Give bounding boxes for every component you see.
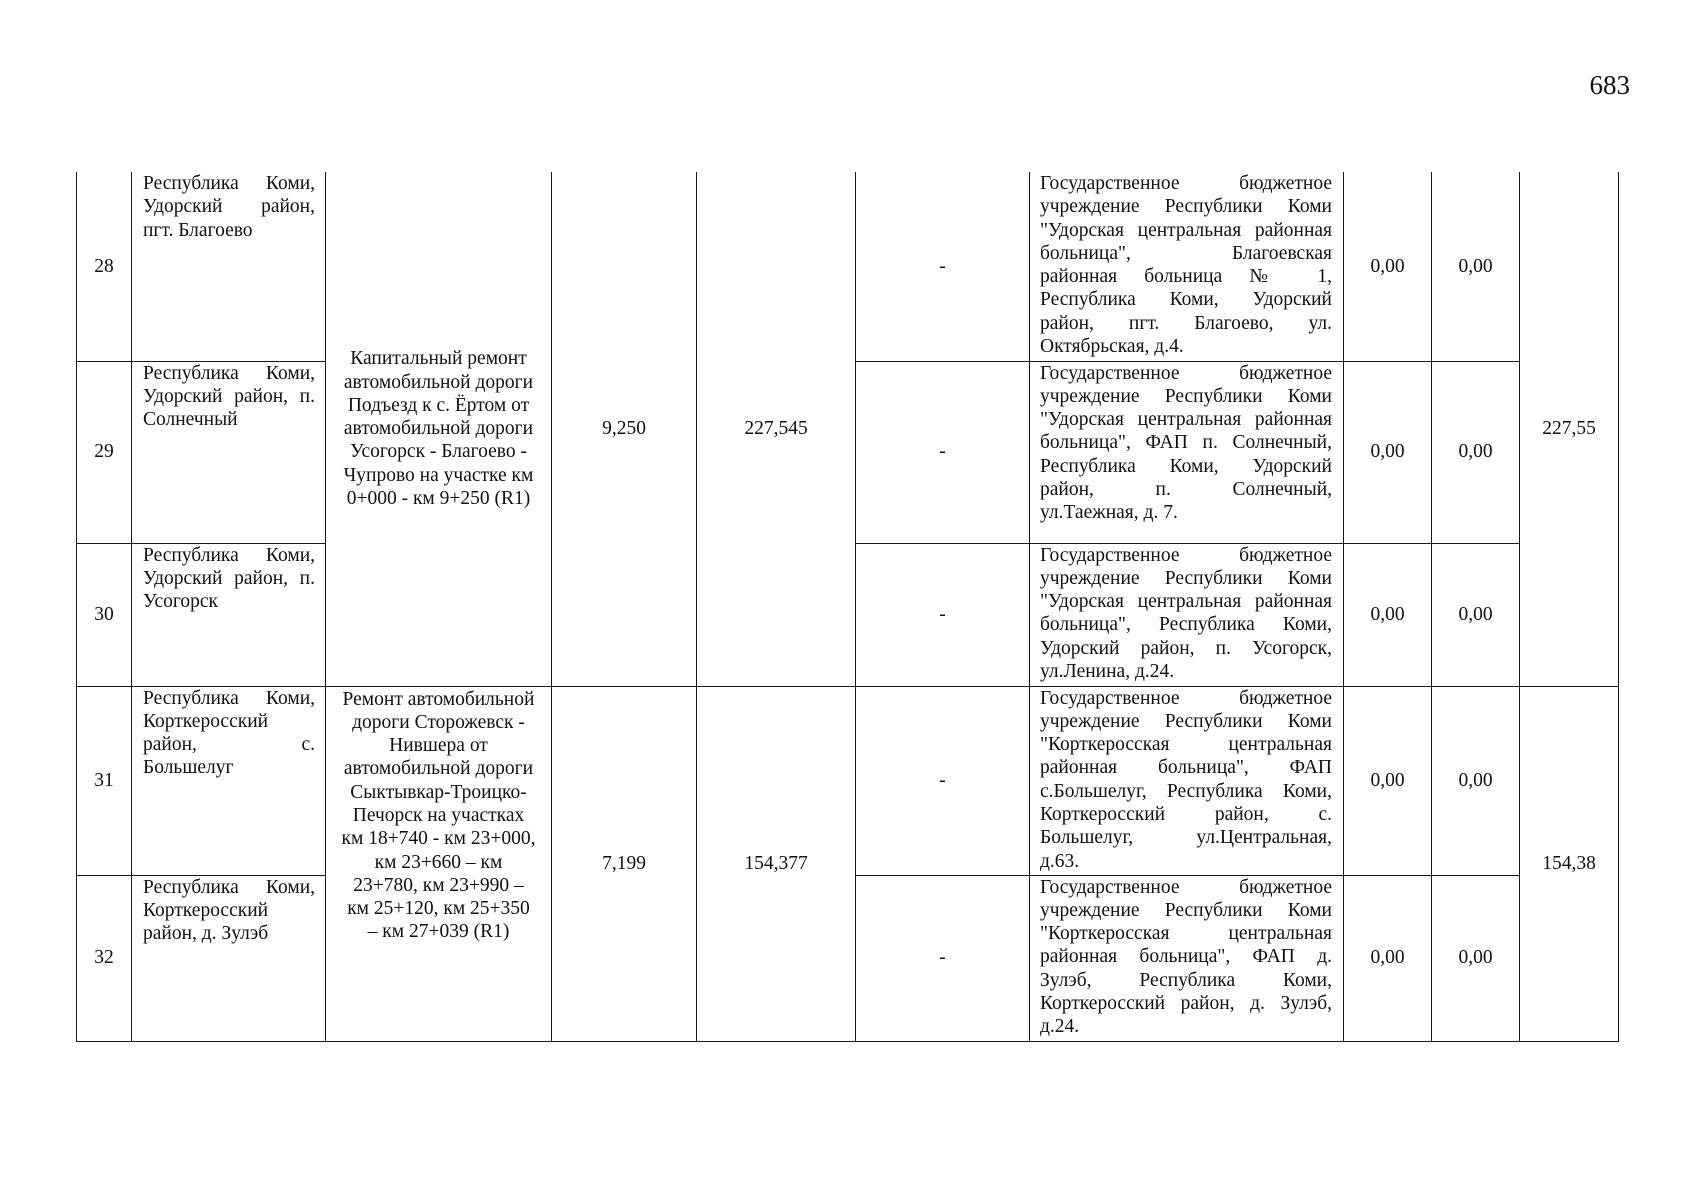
dash-cell: - [856,875,1030,1041]
cost-cell: 227,545 [697,172,856,686]
road-length-cell: 9,250 [552,172,697,686]
road-repair-table [76,172,1619,1042]
address-cell: Республика Коми, Корткеросский район, с. Большелуг [132,686,326,875]
organization-cell: Государственное бюджетное учреждение Республики Коми "Корткеросская центральная районная больница", ФАП д. Зулэб, Республика Коми, Корткеросский район, д. Зулэб, д.24. [1030,875,1344,1041]
address-cell: Республика Коми, Удорский район, п. Усогорск [132,543,326,686]
value-cell-2: 0,00 [1432,543,1520,686]
value-cell-1: 0,00 [1344,361,1432,543]
table-row [77,686,1619,875]
value-cell-2: 0,00 [1432,875,1520,1041]
organization-cell: Государственное бюджетное учреждение Республики Коми "Удорская центральная районная больница", Благоевская районная больница № 1, Республика Коми, Удорский район, пгт. Благоево, ул. Октябрьская, д.4. [1030,172,1344,361]
row-number: 30 [77,543,132,686]
dash-cell: - [856,686,1030,875]
table-row [77,172,1619,361]
organization-cell: Государственное бюджетное учреждение Республики Коми "Корткеросская центральная районная больница", ФАП с.Большелуг, Республика Коми, Корткеросский район, с. Большелуг, ул.Центральная, д.63. [1030,686,1344,875]
value-cell-1: 0,00 [1344,875,1432,1041]
dash-cell: - [856,543,1030,686]
page-number: 683 [1589,70,1630,100]
road-length-cell: 7,199 [552,686,697,1041]
row-number: 28 [77,172,132,361]
organization-cell: Государственное бюджетное учреждение Республики Коми "Удорская центральная районная больница", Республика Коми, Удорский район, п. Усогорск, ул.Ленина, д.24. [1030,543,1344,686]
dash-cell: - [856,361,1030,543]
organization-cell: Государственное бюджетное учреждение Республики Коми "Удорская центральная районная больница", ФАП п. Солнечный, Республика Коми, Удорский район, п. Солнечный, ул.Таежная, д. 7. [1030,361,1344,543]
work-description-cell: Ремонт автомобильной дороги Сторожевск - Нившера от автомобильной дороги Сыктывкар-Троицко- Печорск на участках км 18+740 - км 23+000, км 23+660 – км 23+780, км 23+990 – км 25+120, км 25+350 – км 27+039 (R1) [326,686,552,1041]
address-cell: Республика Коми, Удорский район, пгт. Благоево [132,172,326,361]
total-cell: 154,38 [1520,686,1619,1041]
row-number: 31 [77,686,132,875]
dash-cell: - [856,172,1030,361]
value-cell-1: 0,00 [1344,543,1432,686]
row-number: 32 [77,875,132,1041]
address-cell: Республика Коми, Корткеросский район, д. Зулэб [132,875,326,1041]
value-cell-1: 0,00 [1344,686,1432,875]
value-cell-1: 0,00 [1344,172,1432,361]
address-cell: Республика Коми, Удорский район, п. Солнечный [132,361,326,543]
cost-cell: 154,377 [697,686,856,1041]
value-cell-2: 0,00 [1432,361,1520,543]
row-number: 29 [77,361,132,543]
work-description-cell: Капитальный ремонт автомобильной дороги Подъезд к с. Ёртом от автомобильной дороги Усогорск - Благоево - Чупрово на участке км 0+000 - км 9+250 (R1) [326,172,552,686]
value-cell-2: 0,00 [1432,686,1520,875]
value-cell-2: 0,00 [1432,172,1520,361]
total-cell: 227,55 [1520,172,1619,686]
